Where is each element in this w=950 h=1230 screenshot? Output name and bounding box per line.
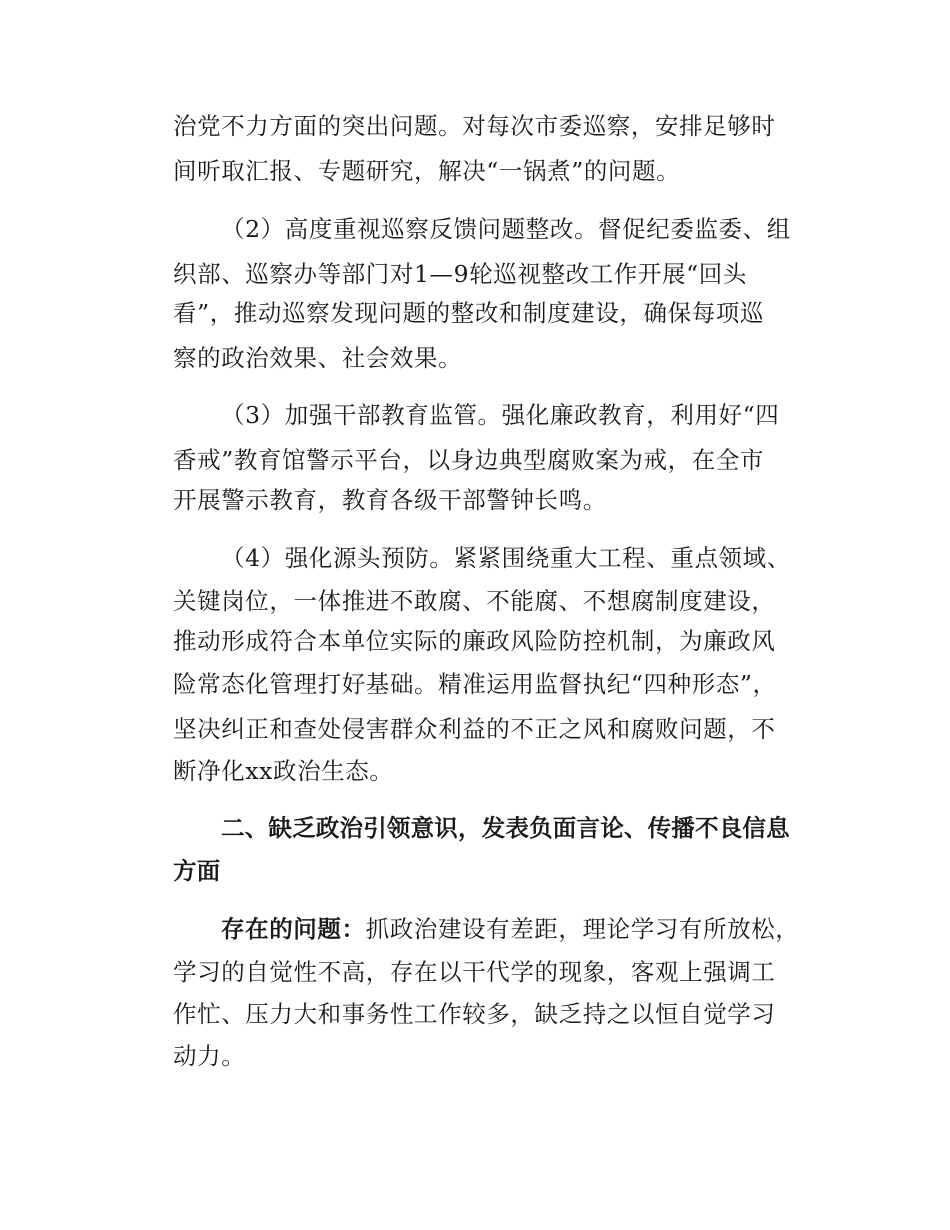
paragraph-line: （2）高度重视巡察反馈问题整改。督促纪委监委、组 — [221, 215, 791, 243]
paragraph-line: （3）加强干部教育监管。强化廉政教育，利用好“四 — [221, 401, 780, 429]
paragraph-line — [221, 909, 799, 949]
section-heading: 二、缺乏政治引领意识，发表负面言论、传播不良信息 — [221, 814, 790, 842]
problems-text: 抓政治建设有差距，理论学习有所放松， — [365, 915, 800, 943]
paragraph-line: 作忙、压力大和事务性工作较多，缺乏持之以恒自觉学习 — [173, 1000, 776, 1028]
paragraph-line: 关键岗位，一体推进不敢腐、不能腐、不想腐制度建设， — [173, 587, 776, 615]
paragraph-line: 断净化xx政治生态。 — [173, 757, 394, 785]
paragraph-line: 香戒”教育馆警示平台，以身边典型腐败案为戒，在全市 — [173, 446, 765, 474]
section-heading: 方面 — [173, 857, 221, 885]
paragraph-line: （4）强化源头预防。紧紧围绕重大工程、重点领域、 — [221, 544, 791, 572]
paragraph-line: 险常态化管理打好基础。精准运用监督执纪“四种形态”， — [173, 670, 777, 698]
paragraph-line: 间听取汇报、专题研究，解决“一锅煮”的问题。 — [173, 157, 681, 185]
paragraph-line: 织部、巡察办等部门对1—9轮巡视整改工作开展“回头 — [173, 260, 747, 288]
paragraph-line: 开展警示教育，教育各级干部警钟长鸣。 — [173, 486, 607, 514]
paragraph-line: 学习的自觉性不高，存在以干代学的现象，客观上强调工 — [173, 958, 776, 986]
paragraph-line: 看”，推动巡察发现问题的整改和制度建设，确保每项巡 — [173, 299, 765, 327]
paragraph-line: 治党不力方面的突出问题。对每次市委巡察，安排足够时 — [173, 112, 776, 140]
problems-label: 存在的问题： — [221, 915, 366, 943]
paragraph-line: 坚决纠正和查处侵害群众利益的不正之风和腐败问题，不 — [173, 715, 776, 743]
paragraph-line: 动力。 — [173, 1042, 246, 1070]
paragraph-line: 察的政治效果、社会效果。 — [173, 344, 463, 372]
paragraph-line: 推动形成符合本单位实际的廉政风险防控机制，为廉政风 — [173, 627, 776, 655]
